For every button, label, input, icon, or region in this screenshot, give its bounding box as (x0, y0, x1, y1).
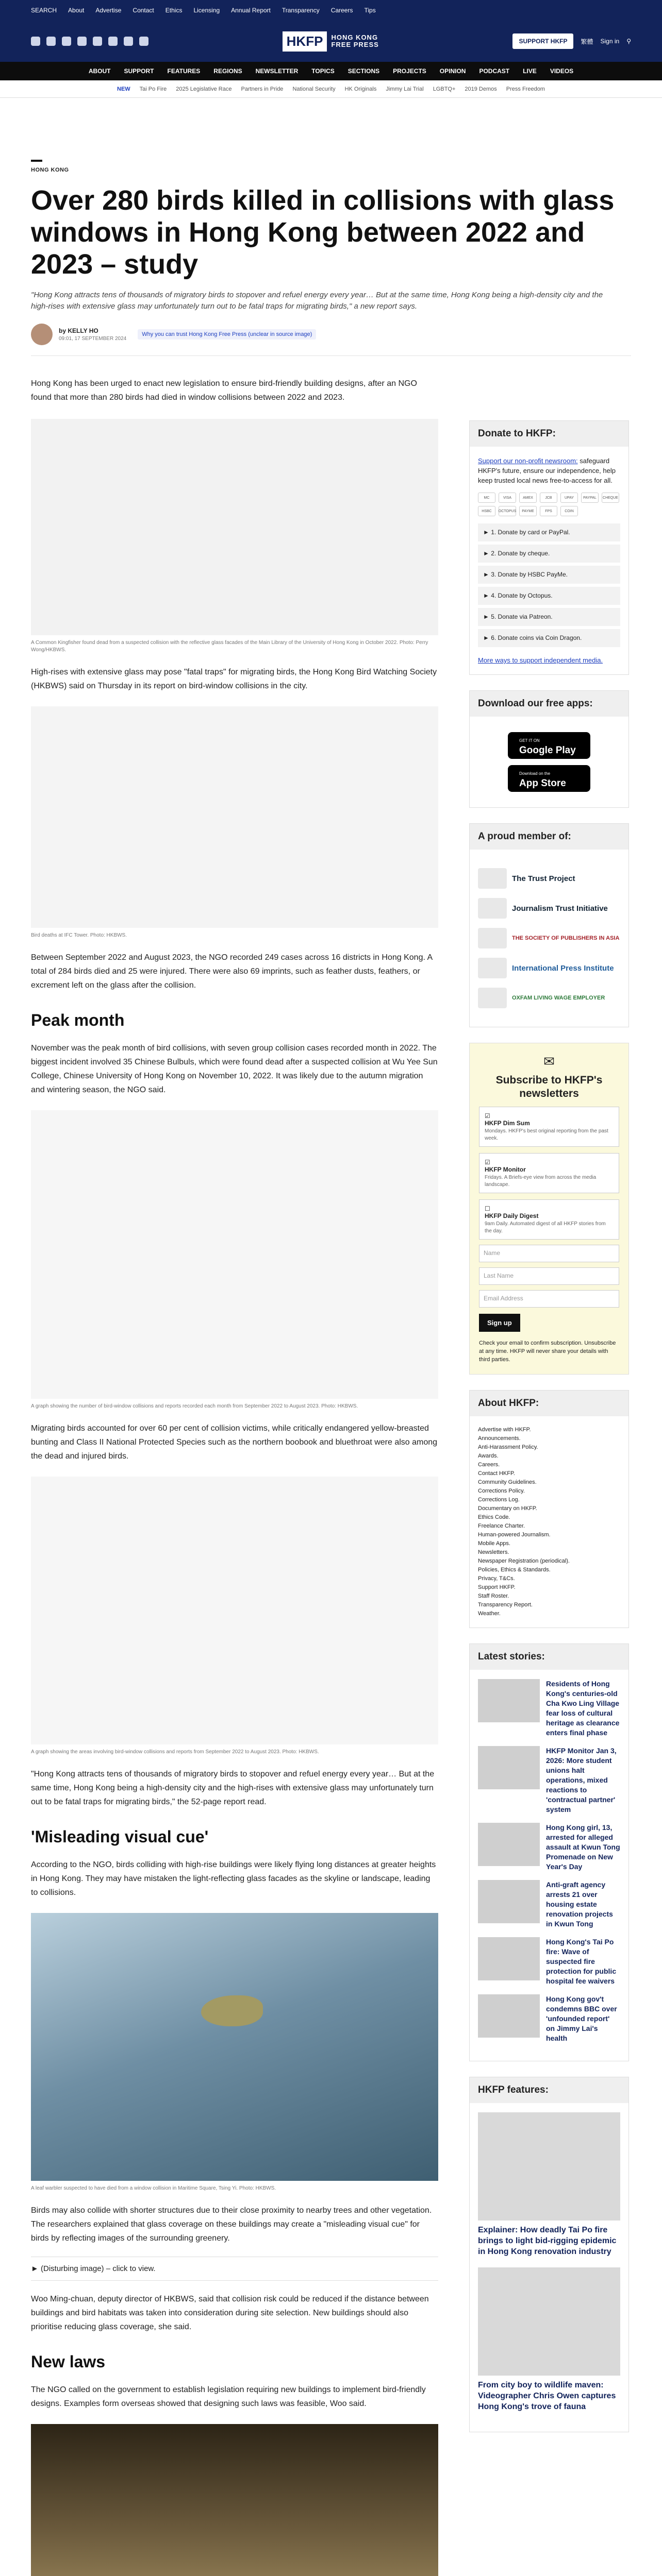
x-icon[interactable] (46, 37, 56, 46)
features-title: HKFP features: (470, 2077, 628, 2103)
more-ways-link[interactable]: More ways to support independent media. (478, 656, 603, 664)
social-icons (31, 37, 148, 46)
newsletter-box (469, 1043, 629, 1375)
about-link[interactable]: Newspaper Registration (periodical). (478, 1558, 570, 1564)
linkedin-icon[interactable] (93, 37, 102, 46)
about-box (469, 1390, 629, 1628)
about-link[interactable]: Newsletters. (478, 1549, 509, 1555)
features-box (469, 2077, 629, 2432)
about-link[interactable]: Mobile Apps. (478, 1540, 510, 1547)
section-heading: New laws (31, 2352, 106, 2371)
ticker-item[interactable]: 2019 Demos (465, 86, 497, 92)
donate-option[interactable]: ► 5. Donate via Patreon. (478, 608, 620, 626)
donate-link[interactable]: Support our non-profit newsroom: (478, 457, 578, 465)
tips-link[interactable]: Tips (364, 7, 376, 14)
ethics-link[interactable]: Ethics (165, 7, 183, 14)
newsletter-option-dim-sum[interactable]: ☑ HKFP Dim Sum Mondays. HKFP's best original reporting from the past week. (479, 1107, 619, 1147)
about-link[interactable]: Documentary on HKFP. (478, 1505, 537, 1512)
feature-title: From city boy to wildlife maven: Videographer Chris Owen captures Hong Kong's trove of fauna (478, 2381, 616, 2411)
about-link[interactable]: Awards. (478, 1453, 499, 1459)
about-link[interactable]: Freelance Charter. (478, 1523, 525, 1529)
donate-option[interactable]: ► 4. Donate by Octopus. (478, 587, 620, 605)
latest-story[interactable] (478, 1679, 620, 1738)
photo-caption: A graph showing the areas involving bird-window collisions and reports from September 2022 to August 2023. Photo: HKBWS. (31, 1749, 319, 1755)
payment-card-icon: HSBC (478, 506, 495, 516)
nav-opinion[interactable]: OPINION (439, 67, 466, 75)
latest-story[interactable] (478, 1994, 620, 2043)
trust-project-logo (478, 868, 507, 889)
member-sopa[interactable]: THE SOCIETY OF PUBLISHERS IN ASIA (478, 928, 620, 948)
payment-card-icon: AMEX (519, 493, 537, 503)
payment-card-icon: UPAY (560, 493, 578, 503)
ticker-item[interactable]: 2025 Legislative Race (176, 86, 232, 92)
nav-live[interactable]: LIVE (523, 67, 537, 75)
donate-option[interactable]: ► 1. Donate by card or PayPal. (478, 523, 620, 541)
about-link[interactable]: Community Guidelines. (478, 1479, 537, 1485)
instagram-icon[interactable] (62, 37, 71, 46)
ticker-label: NEW (117, 86, 130, 92)
search-link[interactable]: SEARCH (31, 7, 57, 14)
latest-story[interactable] (478, 1823, 620, 1872)
threads-icon[interactable] (77, 37, 87, 46)
about-link[interactable]: Anti-Harassment Policy. (478, 1444, 538, 1450)
story-thumbnail (478, 1679, 540, 1722)
ticker-item[interactable]: Press Freedom (506, 86, 545, 92)
trending-ticker (0, 80, 662, 98)
author-avatar (31, 324, 53, 345)
monthly-collisions-graph (31, 1110, 438, 1399)
payment-card-icon: JCB (540, 493, 557, 503)
paragraph: November was the peak month of bird collisions, with seven group collision cases recorded month in 2022. The biggest incident involved 35 Chinese Bulbuls, which were found dead after a suspected collision at Wu Yee Sun College, Chinese University of Hong Kong on November 10, 2022. It was likely due to the autumn migration and wintering season, the NGO said. (31, 1044, 438, 1094)
sign-in-link[interactable]: Sign in (600, 38, 620, 45)
apps-title: Download our free apps: (470, 691, 628, 717)
email-input[interactable]: Email Address (479, 1290, 619, 1308)
ticker-item[interactable]: Jimmy Lai Trial (386, 86, 424, 92)
article-dek: "Hong Kong attracts tens of thousands of migratory birds to stopover and refuel energy every year… But at the same time, Hong Kong being a high-density city and the high-rises with extensive glass may unfortunately turn out to be fatal traps for migrating birds," a new report says. (31, 291, 603, 311)
paragraph: The NGO called on the government to establish legislation requiring new buildings to implement bird-friendly designs. Examples form overseas showed that designing such laws was feasible, Woo said. (31, 2385, 426, 2408)
donate-box (469, 420, 629, 675)
story-thumbnail (478, 1994, 540, 2038)
nav-videos[interactable]: VIDEOS (550, 67, 574, 75)
logo-name-line1: HONG KONG (331, 33, 378, 41)
payment-card-icon: PAYPAL (581, 493, 599, 503)
nav-regions[interactable]: REGIONS (213, 67, 242, 75)
payment-card-icon: VISA (499, 493, 516, 503)
article-body (31, 356, 438, 2576)
payment-card-icon: OCTOPUS (499, 506, 516, 516)
about-link[interactable]: Advertise with HKFP. (478, 1427, 531, 1433)
payment-card-icon: FPS (540, 506, 557, 516)
article-category[interactable]: HONG KONG (31, 167, 69, 173)
about-link[interactable]: About (68, 7, 85, 14)
name-input[interactable]: Name (479, 1245, 619, 1262)
newsletter-option-monitor[interactable]: ☑ HKFP Monitor Fridays. A Briefs-eye view from across the media landscape. (479, 1153, 619, 1193)
licensing-link[interactable]: Licensing (193, 7, 220, 14)
jti-logo (478, 898, 507, 919)
contact-link[interactable]: Contact (133, 7, 154, 14)
about-link[interactable]: Weather. (478, 1611, 501, 1617)
support-hkfp-button[interactable]: SUPPORT HKFP (512, 33, 573, 49)
article-header (0, 160, 662, 356)
feature-image (478, 2112, 620, 2221)
payment-card-icon: MC (478, 493, 495, 503)
photo-caption: A Common Kingfisher found dead from a suspected collision with the reflective glass facades of the Main Library of the University of Hong Kong in October 2022. Photo: Perry Wong/HKBWS. (31, 640, 428, 653)
payment-card-icon: PAYME (519, 506, 537, 516)
features-list (470, 2103, 628, 2432)
about-title: About HKFP: (470, 1391, 628, 1416)
latest-story[interactable] (478, 1746, 620, 1815)
disturbing-image-label: (Disturbing image) – click to view. (41, 2264, 156, 2273)
paragraph: High-rises with extensive glass may pose "fatal traps" for migrating birds, the Hong Kong Bird Watching Society (HKBWS) said on Thursday in its report on bird-window collisions in the city. (31, 668, 437, 690)
ticker-item[interactable]: National Security (292, 86, 336, 92)
feature-title: Explainer: How deadly Tai Po fire brings to light bid-rigging epidemic in Hong Kong renovation industry (478, 2226, 617, 2256)
paragraph: Between September 2022 and August 2023, the NGO recorded 249 cases across 16 districts in Hong Kong. A total of 284 birds died and 25 were injured. There were also 69 imprints, such as feather dusts, feathers, or excrement left on the glass after the collision. (31, 953, 433, 990)
member-jti[interactable]: Journalism Trust Initiative (478, 898, 620, 919)
trust-badge[interactable]: Why you can trust Hong Kong Free Press (unclear in source image) (138, 329, 316, 340)
ticker-item[interactable]: Tai Po Fire (139, 86, 167, 92)
byline (31, 324, 631, 356)
language-toggle[interactable]: 繁體 (581, 38, 593, 45)
glass-facade-photo (31, 2424, 438, 2576)
paragraph: Birds may also collide with shorter structures due to their close proximity to nearby trees and other vegetation. The researchers explained that glass coverage on these buildings may create a "misleading visual cue" for birds by reflecting images of the surrounding greenery. (31, 2206, 432, 2243)
story-title: Anti-graft agency arrests 21 over housing estate renovation projects in Kwun Tong (546, 1880, 613, 1928)
nav-projects[interactable]: PROJECTS (393, 67, 426, 75)
story-thumbnail (478, 1937, 540, 1980)
nav-sections[interactable]: SECTIONS (347, 67, 380, 75)
about-link[interactable]: Privacy, T&Cs. (478, 1575, 515, 1582)
story-thumbnail (478, 1746, 540, 1789)
about-list (470, 1416, 628, 1628)
payment-methods (478, 493, 620, 516)
member-oxfam[interactable]: OXFAM LIVING WAGE EMPLOYER (478, 988, 620, 1008)
areas-collisions-graph (31, 1477, 438, 1744)
google-play-button[interactable]: GET IT ON Google Play (508, 732, 590, 759)
sidebar (469, 356, 629, 2576)
about-link[interactable]: Careers. (478, 1462, 500, 1468)
story-title: Hong Kong gov't condemns BBC over 'unfounded report' on Jimmy Lai's health (546, 1995, 617, 2042)
search-icon[interactable]: ⚲ (626, 38, 631, 45)
paragraph: Hong Kong has been urged to enact new legislation to ensure bird-friendly building designs, after an NGO found that more than 280 birds had died in window collisions between 2022 and 2023. (31, 379, 417, 402)
photo-caption: A leaf warbler suspected to have died from a window collision in Maritime Square, Tsing Yi. Photo: HKBWS. (31, 2185, 276, 2191)
story-title: Hong Kong's Tai Po fire: Wave of suspected fire protection for public hospital fee waivers (546, 1938, 617, 1985)
newsletter-note: Check your email to confirm subscription. Unsubscribe at any time. HKFP will never share your details with third parties. (479, 1340, 616, 1363)
about-link[interactable]: Human-powered Journalism. (478, 1532, 551, 1538)
latest-box (469, 1643, 629, 2061)
envelope-icon: ✉ (543, 1054, 555, 1069)
nav-podcast[interactable]: PODCAST (479, 67, 510, 75)
facebook-icon[interactable] (31, 37, 40, 46)
section-heading: 'Misleading visual cue' (31, 1827, 209, 1846)
nav-support[interactable]: SUPPORT (124, 67, 154, 75)
feature-image (478, 2267, 620, 2376)
annual-report-link[interactable]: Annual Report (231, 7, 271, 14)
photo-caption: A graph showing the number of bird-window collisions and reports recorded each month from September 2022 to August 2023. Photo: HKBWS. (31, 1403, 358, 1409)
ticker-item[interactable]: HK Originals (344, 86, 377, 92)
newsletter-title: Subscribe to HKFP's newsletters (495, 1074, 603, 1099)
nav-topics[interactable]: TOPICS (311, 67, 335, 75)
last-name-input[interactable]: Last Name (479, 1267, 619, 1285)
logo-name-line2: FREE PRESS (331, 41, 379, 48)
latest-story[interactable] (478, 1937, 620, 1986)
payment-card-icon: CHEQUE (602, 493, 619, 503)
ticker-item[interactable]: LGBTQ+ (433, 86, 456, 92)
donate-option[interactable]: ► 6. Donate coins via Coin Dragon. (478, 629, 620, 647)
paragraph: Migrating birds accounted for over 60 per cent of collision victims, while critically endangered yellow-breasted bunting and Class II National Protected Species such as the northern boobook and bluethroat were also among the dead and injured birds. (31, 1424, 438, 1461)
paragraph: According to the NGO, birds colliding with high-rise buildings were likely flying long distances at greater heights in Hong Kong. They may have mistaken the light-reflecting glass facades as the skyline or landscape, leading to collisions. (31, 1860, 436, 1897)
paragraph: "Hong Kong attracts tens of thousands of migratory birds to stopover and refuel energy every year… But at the same time, Hong Kong being a high-density city and the high-rises with extensive glass may unfortunately turn out to be fatal traps for migrating birds," the 52-page report read. (31, 1770, 435, 1806)
masthead (0, 21, 662, 62)
payment-card-icon: COIN (560, 506, 578, 516)
about-link[interactable]: Policies, Ethics & Standards. (478, 1567, 551, 1573)
main-nav (0, 62, 662, 80)
story-title: HKFP Monitor Jan 3, 2026: More student unions halt operations, mixed reactions to 'contractual partner' system (546, 1747, 617, 1814)
advertise-link[interactable]: Advertise (95, 7, 122, 14)
kingfisher-photo (31, 419, 438, 635)
site-logo[interactable] (283, 31, 379, 52)
donate-title: Donate to HKFP: (470, 421, 628, 447)
story-thumbnail (478, 1823, 540, 1866)
nav-about[interactable]: ABOUT (88, 67, 111, 75)
top-utility-bar (0, 0, 662, 21)
latest-story[interactable] (478, 1880, 620, 1929)
disturbing-image-toggle[interactable]: ► (Disturbing image) – click to view. (31, 2257, 438, 2281)
bird-shape (201, 1995, 263, 2026)
about-link[interactable]: Staff Roster. (478, 1593, 509, 1599)
latest-list (470, 1670, 628, 2061)
app-store-button[interactable]: Download on the App Store (508, 765, 590, 792)
donate-text: safeguard HKFP's future, ensure our independence, help keep trusted local news free-to-access for all. (478, 457, 616, 484)
youtube-icon[interactable] (108, 37, 118, 46)
leaf-warbler-photo (31, 1913, 438, 2181)
about-link[interactable]: Corrections Policy. (478, 1488, 525, 1494)
story-title: Residents of Hong Kong's centuries-old Cha Kwo Ling Village fear loss of cultural heritage as clearance enters final phase (546, 1680, 620, 1737)
careers-link[interactable]: Careers (330, 7, 353, 14)
nav-newsletter[interactable]: NEWSLETTER (255, 67, 299, 75)
kicker-rule (31, 160, 42, 162)
latest-title: Latest stories: (470, 1644, 628, 1670)
section-heading: Peak month (31, 1011, 125, 1029)
author-name[interactable]: by KELLY HO (59, 327, 98, 334)
members-box (469, 823, 629, 1027)
member-trust-project[interactable]: The Trust Project (478, 868, 620, 889)
rss-icon[interactable] (139, 37, 148, 46)
about-link[interactable]: Corrections Log. (478, 1497, 520, 1503)
ifc-tower-photo (31, 706, 438, 928)
about-link[interactable]: Support HKFP. (478, 1584, 516, 1590)
logo-mark: HKFP (283, 31, 327, 52)
newsletter-option-daily-digest[interactable]: ☐ HKFP Daily Digest 9am Daily. Automated digest of all HKFP stories from the day. (479, 1199, 619, 1240)
email-icon[interactable] (124, 37, 133, 46)
sopa-logo (478, 928, 507, 948)
apps-box (469, 690, 629, 808)
photo-caption: Bird deaths at IFC Tower. Photo: HKBWS. (31, 933, 127, 938)
about-link[interactable]: Contact HKFP. (478, 1470, 515, 1477)
story-thumbnail (478, 1880, 540, 1923)
ipi-logo (478, 958, 507, 978)
oxfam-logo (478, 988, 507, 1008)
members-title: A proud member of: (470, 824, 628, 850)
donate-option[interactable]: ► 2. Donate by cheque. (478, 545, 620, 563)
nav-features[interactable]: FEATURES (167, 67, 201, 75)
feature-story[interactable] (478, 2112, 620, 2257)
member-ipi[interactable]: International Press Institute (478, 958, 620, 978)
ticker-item[interactable]: Partners in Pride (241, 86, 284, 92)
publish-date: 09:01, 17 SEPTEMBER 2024 (59, 336, 127, 342)
transparency-link[interactable]: Transparency (282, 7, 320, 14)
about-link[interactable]: Announcements. (478, 1435, 521, 1442)
about-link[interactable]: Transparency Report. (478, 1602, 533, 1608)
donate-option[interactable]: ► 3. Donate by HSBC PayMe. (478, 566, 620, 584)
paragraph: Woo Ming-chuan, deputy director of HKBWS, said that collision risk could be reduced if the distance between buildings and bird habitats was taken into consideration during site selection. New buildings should also prioritise reducing glass coverage, she said. (31, 2295, 429, 2331)
article-title: Over 280 birds killed in collisions with glass windows in Hong Kong between 2022 and 2023 – study (31, 185, 615, 280)
story-title: Hong Kong girl, 13, arrested for alleged assault at Kwun Tong Promenade on New Year's Day (546, 1823, 620, 1871)
signup-button[interactable]: Sign up (479, 1314, 520, 1332)
about-link[interactable]: Ethics Code. (478, 1514, 510, 1520)
feature-story[interactable] (478, 2267, 620, 2412)
